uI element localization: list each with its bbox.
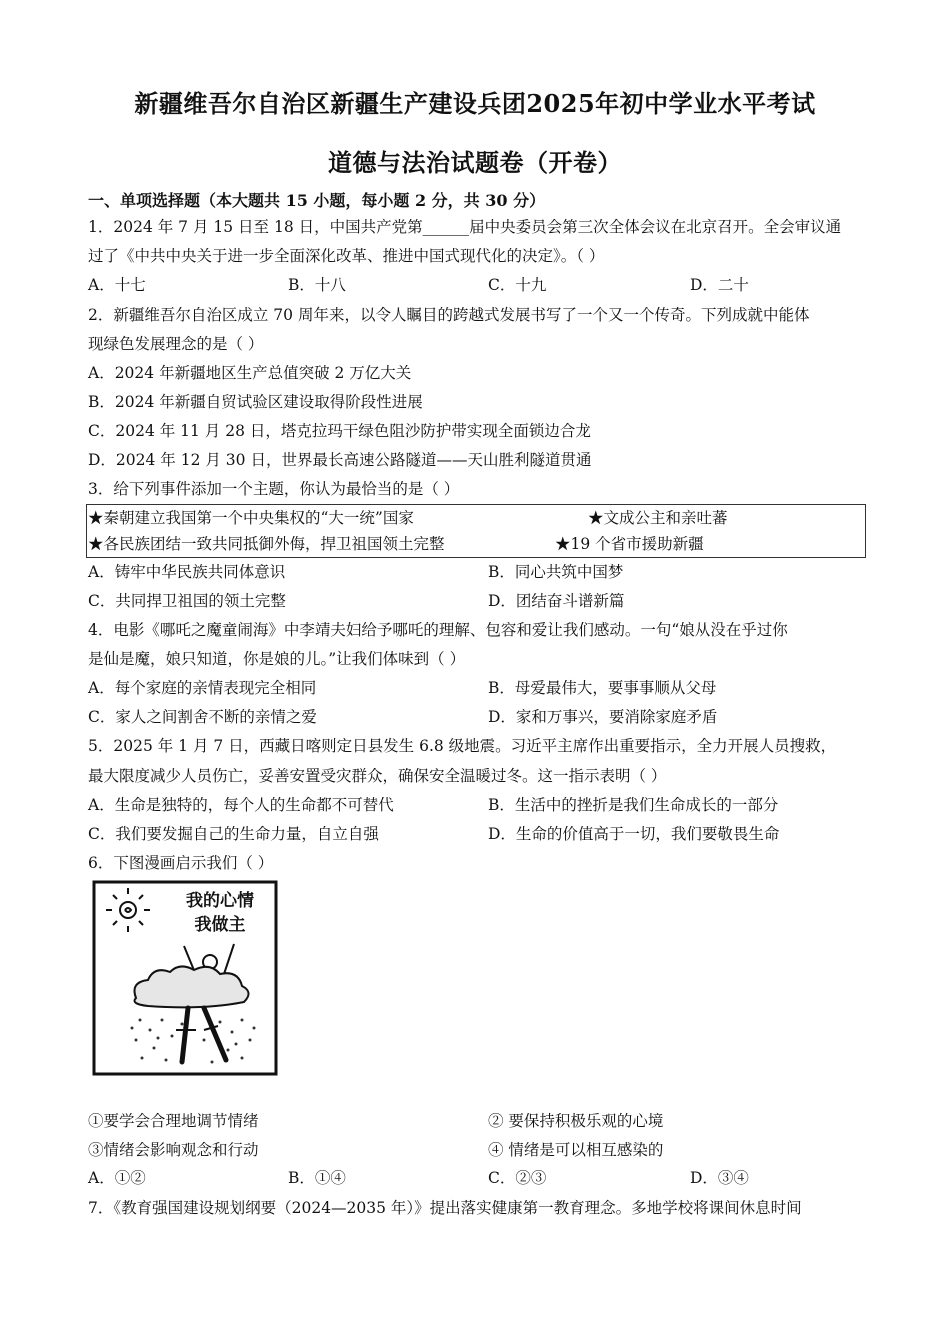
q1-option-d: D．二十 bbox=[690, 276, 749, 294]
q6-option-a: A．①② bbox=[88, 1169, 146, 1187]
q3-box-item-1: ★秦朝建立我国第一个中央集权的“大一统”国家 bbox=[88, 509, 414, 527]
exam-subtitle: 道德与法治试题卷（开卷） bbox=[328, 148, 622, 177]
q1-option-b: B．十八 bbox=[288, 276, 346, 294]
q6-stem-line1: 6．下图漫画启示我们（ ） bbox=[88, 854, 274, 872]
q5-option-a: A．生命是独特的，每个人的生命都不可替代 bbox=[88, 796, 394, 814]
q1-option-a: A．十七 bbox=[88, 276, 146, 294]
q3-box-item-4: ★19 个省市援助新疆 bbox=[555, 535, 704, 553]
q4-stem-line2: 是仙是魔，娘只知道，你是娘的儿。”让我们体味到（ ） bbox=[88, 650, 466, 668]
q2-option-a: A．2024 年新疆地区生产总值突破 2 万亿大关 bbox=[88, 364, 412, 382]
comic-caption-line1: 我的心情 bbox=[186, 891, 254, 911]
q6-statement-2: ② 要保持积极乐观的心境 bbox=[488, 1112, 664, 1130]
q6-statement-3: ③情绪会影响观念和行动 bbox=[88, 1141, 259, 1159]
q6-option-d: D．③④ bbox=[690, 1169, 749, 1187]
q6-statement-1: ①要学会合理地调节情绪 bbox=[88, 1112, 259, 1130]
q4-stem-line1: 4．电影《哪吒之魔童闹海》中李靖夫妇给予哪吒的理解、包容和爱让我们感动。一句“娘从没在乎过你 bbox=[88, 621, 788, 639]
q4-option-a: A．每个家庭的亲情表现完全相同 bbox=[88, 679, 317, 697]
q4-option-c: C．家人之间割舍不断的亲情之爱 bbox=[88, 708, 317, 726]
q2-option-b: B．2024 年新疆自贸试验区建设取得阶段性进展 bbox=[88, 393, 423, 411]
q5-option-c: C．我们要发掘自己的生命力量，自立自强 bbox=[88, 825, 379, 843]
comic-caption-line2: 我做主 bbox=[194, 915, 246, 935]
q5-stem-line1: 5．2025 年 1 月 7 日，西藏日喀则定日县发生 6.8 级地震。习近平主席作出重要指示，全力开展人员搜救， bbox=[88, 737, 837, 755]
q2-option-d: D．2024 年 12 月 30 日，世界最长高速公路隧道——天山胜利隧道贯通 bbox=[88, 451, 592, 469]
q4-option-b: B．母爱最伟大，要事事顺从父母 bbox=[488, 679, 717, 697]
q1-option-c: C．十九 bbox=[488, 276, 547, 294]
q5-option-b: B．生活中的挫折是我们生命成长的一部分 bbox=[488, 796, 779, 814]
q2-stem-line2: 现绿色发展理念的是（ ） bbox=[88, 335, 264, 353]
q3-option-c: C．共同捍卫祖国的领土完整 bbox=[88, 592, 286, 610]
q2-stem-line1: 2．新疆维吾尔自治区成立 70 周年来，以令人瞩目的跨越式发展书写了一个又一个传奇。下列成就中能体 bbox=[88, 306, 810, 324]
q3-box-item-3: ★各民族团结一致共同抵御外侮，捍卫祖国领土完整 bbox=[88, 535, 445, 553]
q3-box-item-2: ★文成公主和亲吐蕃 bbox=[588, 509, 728, 527]
q3-option-a: A．铸牢中华民族共同体意识 bbox=[88, 563, 286, 581]
q5-stem-line2: 最大限度减少人员伤亡，妥善安置受灾群众，确保安全温暖过冬。这一指示表明（ ） bbox=[88, 767, 667, 785]
q1-stem-line1: 1．2024 年 7 月 15 日至 18 日，中国共产党第______届中央委员会第三次全体会议在北京召开。全会审议通 bbox=[88, 218, 842, 236]
q3-stem-line1: 3．给下列事件添加一个主题，你认为最恰当的是（ ） bbox=[88, 480, 460, 498]
q2-option-c: C．2024 年 11 月 28 日，塔克拉玛干绿色阻沙防护带实现全面锁边合龙 bbox=[88, 422, 591, 440]
q3-option-b: B．同心共筑中国梦 bbox=[488, 563, 624, 581]
q1-stem-line2: 过了《中共中央关于进一步全面深化改革、推进中国式现代化的决定》。（ ） bbox=[88, 247, 605, 265]
q5-option-d: D．生命的价值高于一切，我们要敬畏生命 bbox=[488, 825, 780, 843]
section-heading: 一、单项选择题（本大题共 15 小题，每小题 2 分，共 30 分） bbox=[88, 191, 546, 210]
q3-option-d: D．团结奋斗谱新篇 bbox=[488, 592, 625, 610]
exam-title: 新疆维吾尔自治区新疆生产建设兵团2025年初中学业水平考试 bbox=[134, 89, 816, 118]
q6-option-c: C．②③ bbox=[488, 1169, 547, 1187]
q6-option-b: B．①④ bbox=[288, 1169, 346, 1187]
mood-comic-image bbox=[92, 880, 278, 1076]
q4-option-d: D．家和万事兴，要消除家庭矛盾 bbox=[488, 708, 718, 726]
q7-stem-line1: 7．《教育强国建设规划纲要（2024—2035 年）》提出落实健康第一教育理念。多地学校将课间休息时间 bbox=[88, 1199, 802, 1217]
q6-statement-4: ④ 情绪是可以相互感染的 bbox=[488, 1141, 664, 1159]
